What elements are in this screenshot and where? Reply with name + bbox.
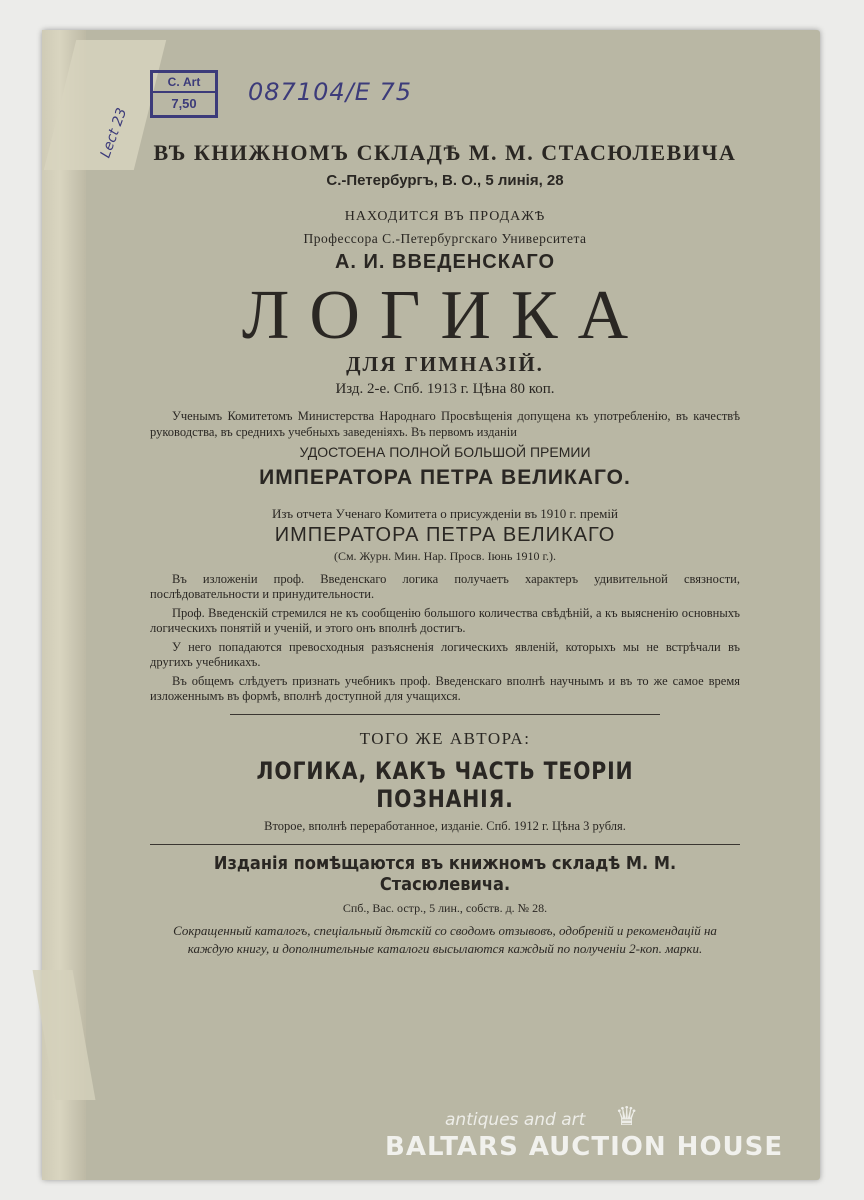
report-intro: Изъ отчета Ученаго Комитета о присужденіи въ 1910 г. премій <box>272 506 618 521</box>
cover-content <box>150 140 740 958</box>
stamp-top: С. Art <box>153 73 215 93</box>
book-title: ЛОГИКА <box>241 277 649 354</box>
auction-watermark <box>385 1102 785 1162</box>
watermark-name: BALTARS AUCTION HOUSE <box>385 1132 784 1162</box>
store-line: ВЪ КНИЖНОМЪ СКЛАДѢ М. М. СТАСЮЛЕВИЧА <box>153 140 737 165</box>
crown-icon: ♛ <box>615 1102 639 1132</box>
report-paragraphs <box>150 572 740 704</box>
report-award-name: ИМПЕРАТОРА ПЕТРА ВЕЛИКАГО <box>274 524 616 546</box>
report-paragraph: Проф. Введенскій стремился не къ сообщенію большого количества свѣдѣній, а къ выясненію основныхъ логическихъ понятій и ученій, и этого онъ вполнѣ достигъ. <box>150 606 740 635</box>
handwritten-side-note: Lect 23 <box>97 105 131 161</box>
store-address: С.-Петербургъ, В. О., 5 линія, 28 <box>326 172 564 189</box>
report-paragraph: Въ общемъ слѣдуетъ признать учебникъ проф. Введенскаго вполнѣ научнымъ и въ то же самое время изложеннымъ въ формѣ, вполнѣ доступной для учащихся. <box>150 674 740 703</box>
footer-catalog: Сокращенный каталогъ, спеціальный дѣтскій со сводомъ отзывовъ, одобреній и рекомендацій на каждую книгу, и дополнительные каталоги высылаются каждый по полученіи 2-коп. марки. <box>173 923 717 956</box>
award-line: УДОСТОЕНА ПОЛНОЙ БОЛЬШОЙ ПРЕМИИ <box>299 444 591 460</box>
footer-headline: Изданія помѣщаются въ книжномъ складѣ М. М. Стасюлевича. <box>213 853 677 895</box>
stamp-price: 7,50 <box>171 96 197 111</box>
book-subtitle: ДЛЯ ГИМНАЗІЙ. <box>346 352 544 376</box>
handwritten-inventory: 087104/E 75 <box>248 78 413 106</box>
report-reference: (См. Журн. Мин. Нар. Просв. Іюнь 1910 г.). <box>333 549 557 563</box>
same-author-label: ТОГО ЖЕ АВТОРА: <box>359 729 531 748</box>
second-book-title: ЛОГИКА, КАКЪ ЧАСТЬ ТЕОРІИ ПОЗНАНІЯ. <box>256 757 634 813</box>
report-paragraph: Въ изложеніи проф. Введенскаго логика получаетъ характеръ удивительной связности, послѣдовательности и принудительности. <box>150 572 740 601</box>
approval-text: Ученымъ Комитетомъ Министерства Народнаго Просвѣщенія допущена къ употребленію, въ качествѣ руководства, въ среднихъ учебныхъ заведеніяхъ. Въ первомъ изданіи <box>150 409 740 439</box>
footer-address: Спб., Вас. остр., 5 лин., собств. д. № 28. <box>342 901 548 915</box>
library-stamp <box>150 70 218 118</box>
professor-line: Профессора С.-Петербургскаго Университета <box>303 231 587 246</box>
divider <box>150 844 740 845</box>
sale-line: НАХОДИТСЯ ВЪ ПРОДАЖѢ <box>344 209 546 224</box>
report-paragraph: У него попадаются превосходныя разъясненія логическихъ явленій, которыхъ мы не встрѣчали въ другихъ учебникахъ. <box>150 640 740 669</box>
divider <box>230 714 660 715</box>
author-name: А. И. ВВЕДЕНСКАГО <box>334 251 556 273</box>
award-name: ИМПЕРАТОРА ПЕТРА ВЕЛИКАГО. <box>259 466 631 489</box>
watermark-tagline: antiques and art <box>445 1110 586 1130</box>
edition-line: Изд. 2-е. Спб. 1913 г. Цѣна 80 коп. <box>335 381 555 397</box>
second-book-edition: Второе, вполнѣ переработанное, изданіе. Спб. 1912 г. Цѣна 3 рубля. <box>264 819 626 833</box>
